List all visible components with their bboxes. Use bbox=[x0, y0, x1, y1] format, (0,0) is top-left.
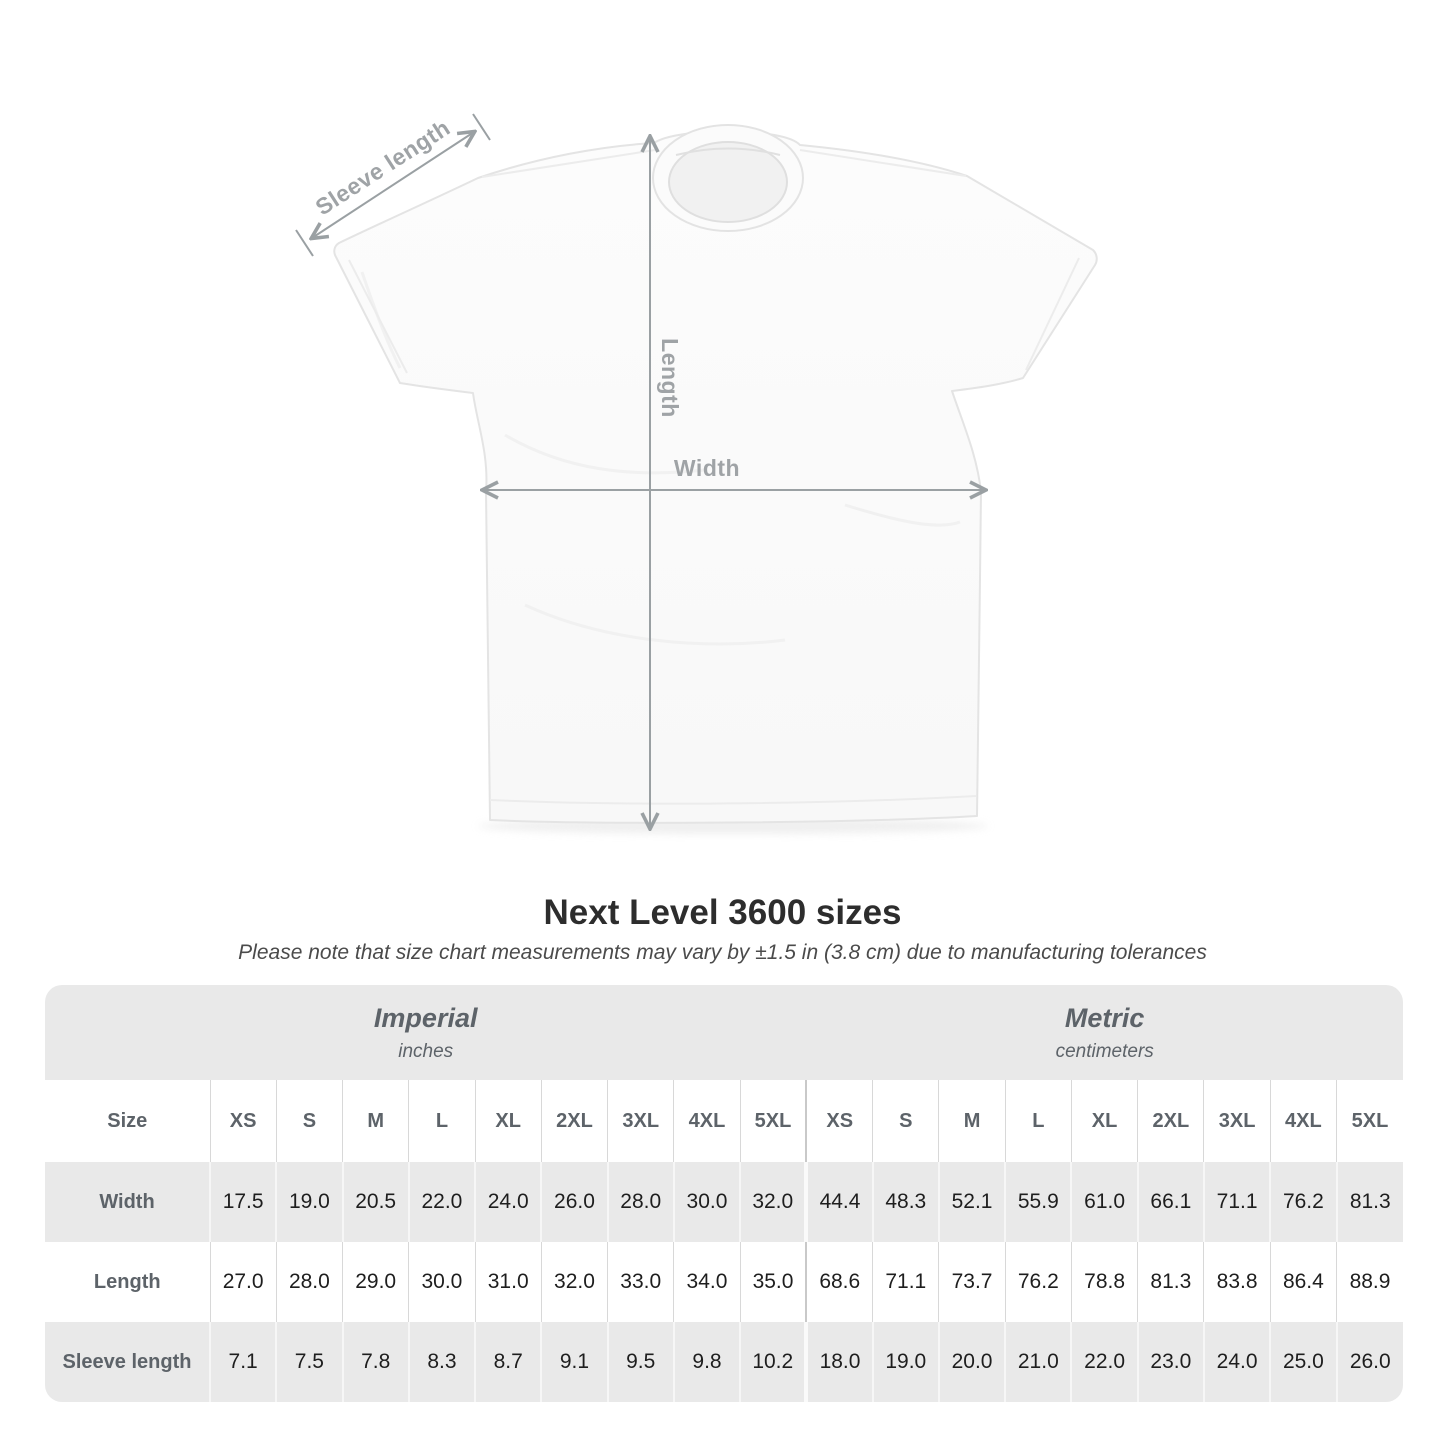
value-cell: 19.0 bbox=[276, 1162, 342, 1242]
value-cell: 9.1 bbox=[541, 1322, 607, 1402]
size-cell: M bbox=[343, 1080, 409, 1162]
collar bbox=[653, 125, 803, 231]
value-cell: 71.1 bbox=[873, 1242, 939, 1322]
value-cell: 24.0 bbox=[475, 1162, 541, 1242]
sleeve-end-tick-top bbox=[473, 114, 490, 140]
size-cell: L bbox=[1005, 1080, 1071, 1162]
value-cell: 30.0 bbox=[674, 1162, 740, 1242]
size-cell: 5XL bbox=[1337, 1080, 1403, 1162]
metric-group-header bbox=[806, 985, 1403, 1080]
value-cell: 86.4 bbox=[1270, 1242, 1336, 1322]
size-column-header: Size bbox=[45, 1080, 210, 1162]
size-cell: XS bbox=[806, 1080, 872, 1162]
value-cell: 26.0 bbox=[541, 1162, 607, 1242]
value-cell: 23.0 bbox=[1138, 1322, 1204, 1402]
value-cell: 28.0 bbox=[608, 1162, 674, 1242]
value-cell: 22.0 bbox=[1071, 1322, 1137, 1402]
value-cell: 10.2 bbox=[740, 1322, 806, 1402]
value-cell: 71.1 bbox=[1204, 1162, 1270, 1242]
value-cell: 32.0 bbox=[541, 1242, 607, 1322]
size-cell: S bbox=[873, 1080, 939, 1162]
unit-group-row bbox=[45, 985, 1403, 1080]
size-chart-note: Please note that size chart measurements may vary by ±1.5 in (3.8 cm) due to manufacturing tolerances bbox=[238, 941, 1207, 964]
neck-opening bbox=[669, 142, 787, 222]
imperial-group-header bbox=[45, 985, 806, 1080]
row-label: Length bbox=[45, 1242, 210, 1322]
size-cell: 5XL bbox=[740, 1080, 806, 1162]
value-cell: 7.5 bbox=[276, 1322, 342, 1402]
sleeve-length-label: Sleeve length bbox=[310, 114, 455, 221]
value-cell: 78.8 bbox=[1071, 1242, 1137, 1322]
metric-group-unit: centimeters bbox=[1055, 1040, 1154, 1062]
value-cell: 20.0 bbox=[939, 1322, 1005, 1402]
value-cell: 44.4 bbox=[806, 1162, 872, 1242]
value-cell: 9.8 bbox=[674, 1322, 740, 1402]
size-cell: 2XL bbox=[541, 1080, 607, 1162]
size-cell: XL bbox=[475, 1080, 541, 1162]
value-cell: 81.3 bbox=[1138, 1242, 1204, 1322]
size-chart-title: Next Level 3600 sizes bbox=[543, 893, 902, 932]
value-cell: 17.5 bbox=[210, 1162, 276, 1242]
size-cell: 2XL bbox=[1138, 1080, 1204, 1162]
size-cell: S bbox=[276, 1080, 342, 1162]
size-cell: XS bbox=[210, 1080, 276, 1162]
value-cell: 48.3 bbox=[873, 1162, 939, 1242]
imperial-group-unit: inches bbox=[398, 1040, 454, 1062]
measurement-row bbox=[45, 1162, 1403, 1242]
size-cell: 4XL bbox=[674, 1080, 740, 1162]
row-label: Width bbox=[45, 1162, 210, 1242]
value-cell: 76.2 bbox=[1270, 1162, 1336, 1242]
sleeve-end-tick-bottom bbox=[296, 230, 313, 256]
size-table-container bbox=[45, 985, 1403, 1402]
value-cell: 25.0 bbox=[1270, 1322, 1336, 1402]
width-label: Width bbox=[673, 455, 741, 481]
value-cell: 28.0 bbox=[276, 1242, 342, 1322]
value-cell: 7.8 bbox=[343, 1322, 409, 1402]
value-cell: 52.1 bbox=[939, 1162, 1005, 1242]
value-cell: 81.3 bbox=[1337, 1162, 1403, 1242]
value-cell: 7.1 bbox=[210, 1322, 276, 1402]
size-cell: L bbox=[409, 1080, 475, 1162]
size-cell: 3XL bbox=[608, 1080, 674, 1162]
value-cell: 61.0 bbox=[1071, 1162, 1137, 1242]
value-cell: 76.2 bbox=[1005, 1242, 1071, 1322]
length-label: Length bbox=[657, 338, 683, 418]
value-cell: 66.1 bbox=[1138, 1162, 1204, 1242]
value-cell: 33.0 bbox=[608, 1242, 674, 1322]
row-label: Sleeve length bbox=[45, 1322, 210, 1402]
size-cell: 4XL bbox=[1270, 1080, 1336, 1162]
measurement-row bbox=[45, 1322, 1403, 1402]
value-cell: 55.9 bbox=[1005, 1162, 1071, 1242]
value-cell: 83.8 bbox=[1204, 1242, 1270, 1322]
value-cell: 20.5 bbox=[343, 1162, 409, 1242]
size-cell: 3XL bbox=[1204, 1080, 1270, 1162]
value-cell: 9.5 bbox=[608, 1322, 674, 1402]
value-cell: 22.0 bbox=[409, 1162, 475, 1242]
value-cell: 21.0 bbox=[1005, 1322, 1071, 1402]
value-cell: 26.0 bbox=[1337, 1322, 1403, 1402]
value-cell: 88.9 bbox=[1337, 1242, 1403, 1322]
value-cell: 34.0 bbox=[674, 1242, 740, 1322]
value-cell: 73.7 bbox=[939, 1242, 1005, 1322]
measurement-row bbox=[45, 1242, 1403, 1322]
value-cell: 32.0 bbox=[740, 1162, 806, 1242]
value-cell: 8.7 bbox=[475, 1322, 541, 1402]
value-cell: 68.6 bbox=[806, 1242, 872, 1322]
value-cell: 19.0 bbox=[873, 1322, 939, 1402]
size-table-body bbox=[45, 1080, 1403, 1402]
size-table bbox=[45, 985, 1403, 1402]
value-cell: 31.0 bbox=[475, 1242, 541, 1322]
size-cell: M bbox=[939, 1080, 1005, 1162]
value-cell: 30.0 bbox=[409, 1242, 475, 1322]
imperial-group-label: Imperial bbox=[373, 1002, 478, 1033]
metric-group-label: Metric bbox=[1064, 1002, 1145, 1033]
size-header-row bbox=[45, 1080, 1403, 1162]
value-cell: 29.0 bbox=[343, 1242, 409, 1322]
value-cell: 35.0 bbox=[740, 1242, 806, 1322]
value-cell: 8.3 bbox=[409, 1322, 475, 1402]
size-cell: XL bbox=[1071, 1080, 1137, 1162]
value-cell: 18.0 bbox=[806, 1322, 872, 1402]
value-cell: 27.0 bbox=[210, 1242, 276, 1322]
value-cell: 24.0 bbox=[1204, 1322, 1270, 1402]
